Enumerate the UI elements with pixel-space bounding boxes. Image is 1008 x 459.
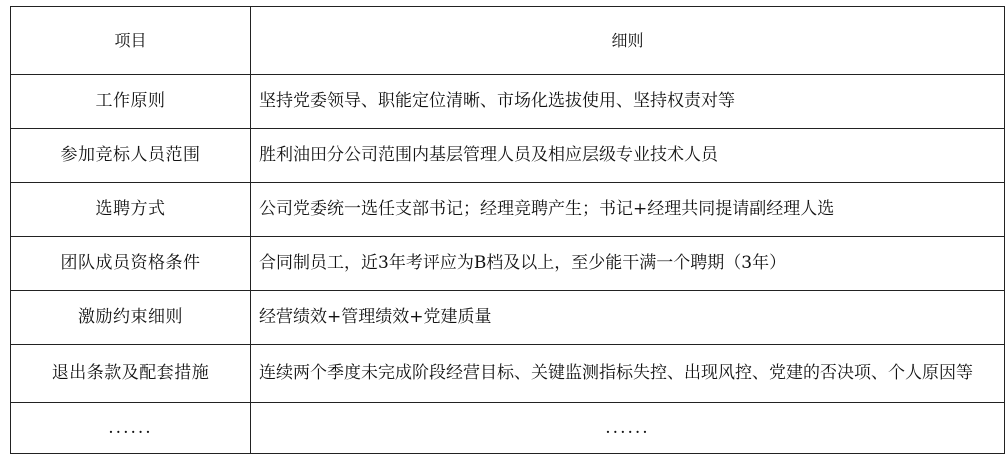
row-detail-exit-clause: 连续两个季度未完成阶段经营目标、关键监测指标失控、出现风控、党建的否决项、个人原因等 xyxy=(251,345,1005,403)
header-detail: 细则 xyxy=(251,7,1005,75)
row-detail-work-principle: 坚持党委领导、职能定位清晰、市场化选拔使用、坚持权责对等 xyxy=(251,75,1005,129)
row-item-bidder-scope: 参加竞标人员范围 xyxy=(11,129,251,183)
table-row xyxy=(11,291,1005,345)
row-item-incentive: 激励约束细则 xyxy=(11,291,251,345)
header-item: 项目 xyxy=(11,7,251,75)
table-row xyxy=(11,75,1005,129)
table-row xyxy=(11,183,1005,237)
row-item-exit-clause: 退出条款及配套措施 xyxy=(11,345,251,403)
row-detail-bidder-scope: 胜利油田分公司范围内基层管理人员及相应层级专业技术人员 xyxy=(251,129,1005,183)
row-item-qualification: 团队成员资格条件 xyxy=(11,237,251,291)
row-item-ellipsis: ...... xyxy=(11,403,251,454)
row-item-work-principle: 工作原则 xyxy=(11,75,251,129)
table-row xyxy=(11,403,1005,454)
table-row xyxy=(11,129,1005,183)
row-item-selection-method: 选聘方式 xyxy=(11,183,251,237)
table-row xyxy=(11,237,1005,291)
table-row xyxy=(11,345,1005,403)
row-detail-ellipsis: ...... xyxy=(251,403,1005,454)
row-detail-incentive: 经营绩效+管理绩效+党建质量 xyxy=(251,291,1005,345)
table-header-row xyxy=(11,7,1005,75)
rules-table xyxy=(10,6,1005,454)
row-detail-qualification: 合同制员工，近3年考评应为B档及以上，至少能干满一个聘期（3年） xyxy=(251,237,1005,291)
row-detail-selection-method: 公司党委统一选任支部书记；经理竞聘产生；书记+经理共同提请副经理人选 xyxy=(251,183,1005,237)
